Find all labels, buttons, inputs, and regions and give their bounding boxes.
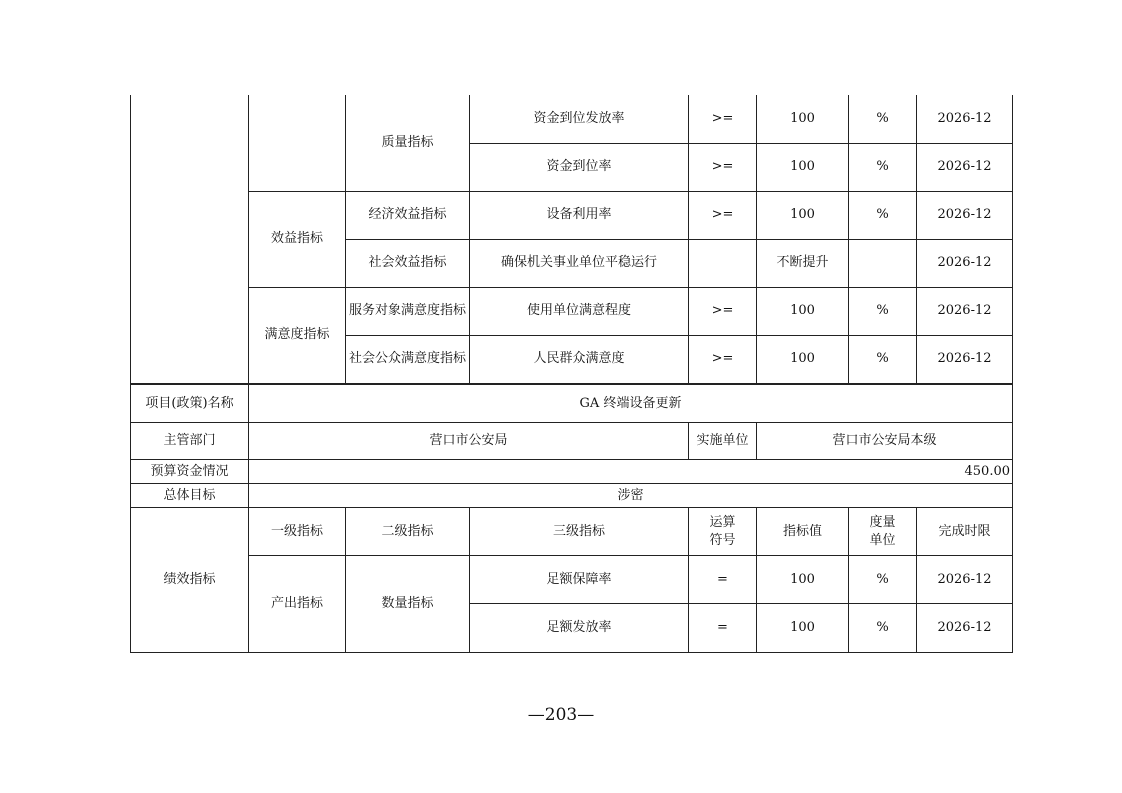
l3-cell: 人民群众满意度 [470,335,689,383]
table-row [131,191,1013,239]
table-row [131,460,1013,484]
l3-cell: 使用单位满意程度 [470,287,689,335]
header-value: 指标值 [757,508,849,556]
header-operator [689,508,757,556]
l2-cell: 社会效益指标 [346,239,470,287]
perf-label: 绩效指标 [131,508,249,653]
page-number: —203— [527,705,595,725]
goal-label: 总体目标 [131,484,249,508]
l3-cell: 确保机关事业单位平稳运行 [470,239,689,287]
budget-value: 450.00 [249,460,1013,484]
unit-cell: % [849,335,917,383]
l2-cell: 经济效益指标 [346,191,470,239]
operator-cell: >= [689,287,757,335]
unit-cell: % [849,604,917,653]
operator-cell: >= [689,143,757,191]
dept-label: 主管部门 [131,423,249,460]
table-row [131,385,1013,423]
value-cell: 100 [757,335,849,383]
header-unit-line1: 度量 [869,514,896,530]
l2-quantity-cell: 数量指标 [346,556,470,653]
l1-benefit-cell: 效益指标 [249,191,346,287]
l3-cell: 资金到位率 [470,143,689,191]
project-performance-table [130,384,1013,653]
deadline-cell: 2026-12 [917,287,1013,335]
unit-cell: % [849,287,917,335]
value-cell: 100 [757,143,849,191]
value-cell: 不断提升 [757,239,849,287]
impl-label: 实施单位 [689,423,757,460]
value-cell: 100 [757,191,849,239]
table-header-row [131,508,1013,556]
unit-cell: % [849,191,917,239]
impl-value: 营口市公安局本级 [757,423,1013,460]
deadline-cell: 2026-12 [917,239,1013,287]
goal-value: 涉密 [249,484,1013,508]
value-cell: 100 [757,604,849,653]
project-name-value: GA 终端设备更新 [249,385,1013,423]
unit-cell [849,239,917,287]
header-operator-line2: 符号 [709,532,736,548]
header-operator-line1: 运算 [709,514,736,530]
l3-cell: 设备利用率 [470,191,689,239]
budget-label: 预算资金情况 [131,460,249,484]
continued-indicator-table [130,95,1013,384]
dept-value: 营口市公安局 [249,423,689,460]
table-row [131,287,1013,335]
deadline-cell: 2026-12 [917,95,1013,143]
l2-quality-cell: 质量指标 [346,95,470,191]
operator-cell: >= [689,335,757,383]
header-l2: 二级指标 [346,508,470,556]
value-cell: 100 [757,287,849,335]
table-row [131,484,1013,508]
l3-cell: 资金到位发放率 [470,95,689,143]
unit-cell: % [849,95,917,143]
l3-cell: 足额发放率 [470,604,689,653]
operator-cell: >= [689,95,757,143]
header-l3: 三级指标 [470,508,689,556]
unit-cell: % [849,556,917,604]
deadline-cell: 2026-12 [917,604,1013,653]
header-unit [849,508,917,556]
operator-cell: >= [689,191,757,239]
operator-cell [689,239,757,287]
table-row [131,423,1013,460]
header-unit-line2: 单位 [869,532,896,548]
l3-cell: 足额保障率 [470,556,689,604]
deadline-cell: 2026-12 [917,143,1013,191]
header-l1: 一级指标 [249,508,346,556]
header-deadline: 完成时限 [917,508,1013,556]
deadline-cell: 2026-12 [917,335,1013,383]
l1-satisfaction-cell: 满意度指标 [249,287,346,383]
operator-cell: = [689,556,757,604]
project-name-label: 项目(政策)名称 [131,385,249,423]
l2-cell: 社会公众满意度指标 [346,335,470,383]
operator-cell: = [689,604,757,653]
table-row [131,556,1013,604]
blank-cell [249,95,346,191]
value-cell: 100 [757,556,849,604]
value-cell: 100 [757,95,849,143]
unit-cell: % [849,143,917,191]
deadline-cell: 2026-12 [917,191,1013,239]
l2-cell: 服务对象满意度指标 [346,287,470,335]
l1-output-cell: 产出指标 [249,556,346,653]
blank-cell [131,95,249,383]
table-row [131,95,1013,143]
deadline-cell: 2026-12 [917,556,1013,604]
